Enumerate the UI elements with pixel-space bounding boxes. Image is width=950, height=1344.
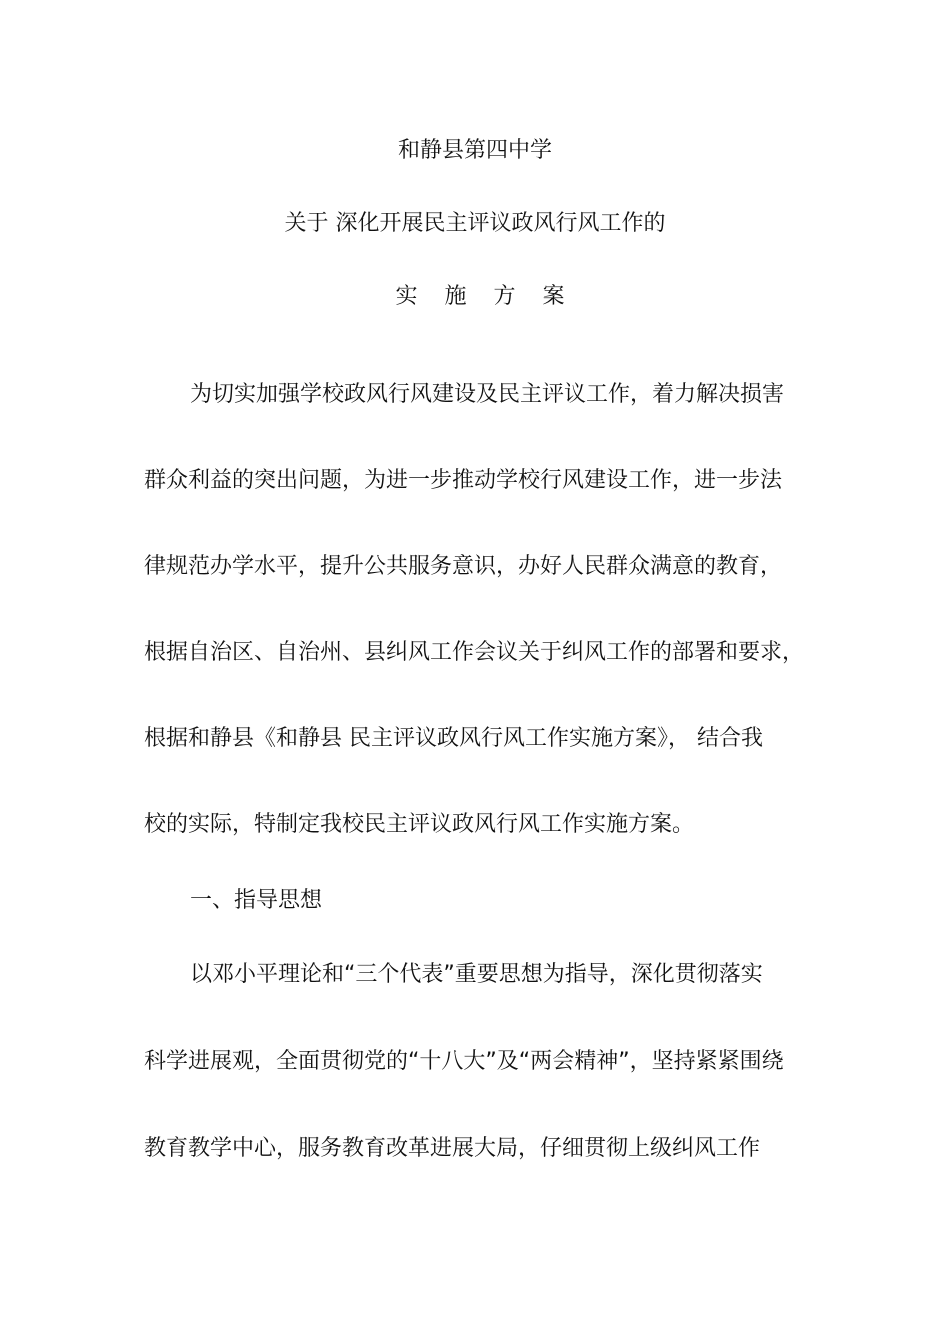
- paragraph-line: 以邓小平理论和“三个代表”重要思想为指导，深化贯彻落实: [190, 962, 763, 987]
- paragraph-line: 群众利益的突出问题，为进一步推动学校行风建设工作，进一步法: [144, 468, 783, 493]
- paragraph-line: 教育教学中心，服务教育改革进展大局，仔细贯彻上级纠风工作: [144, 1136, 761, 1161]
- paragraph-line: 校的实际，特制定我校民主评议政风行风工作实施方案。: [144, 812, 695, 837]
- section-heading-guiding-thought: 一、指导思想: [190, 888, 323, 913]
- document-title-plan: 实 施 方 案: [395, 284, 575, 309]
- paragraph-line: 科学进展观，全面贯彻党的“十八大”及“两会精神”，坚持紧紧围绕: [144, 1049, 784, 1074]
- document-title-school: 和静县第四中学: [397, 138, 552, 163]
- paragraph-line: 为切实加强学校政风行风建设及民主评议工作，着力解决损害: [190, 382, 785, 407]
- paragraph-line: 律规范办学水平，提升公共服务意识，办好人民群众满意的教育，: [144, 554, 783, 579]
- paragraph-line: 根据和静县《和静县 民主评议政风行风工作实施方案》， 结合我: [144, 726, 763, 751]
- paragraph-line: 根据自治区、自治州、县纠风工作会议关于纠风工作的部署和要求，: [144, 640, 805, 665]
- document-title-subject: 关于 深化开展民主评议政风行风工作的: [284, 211, 666, 236]
